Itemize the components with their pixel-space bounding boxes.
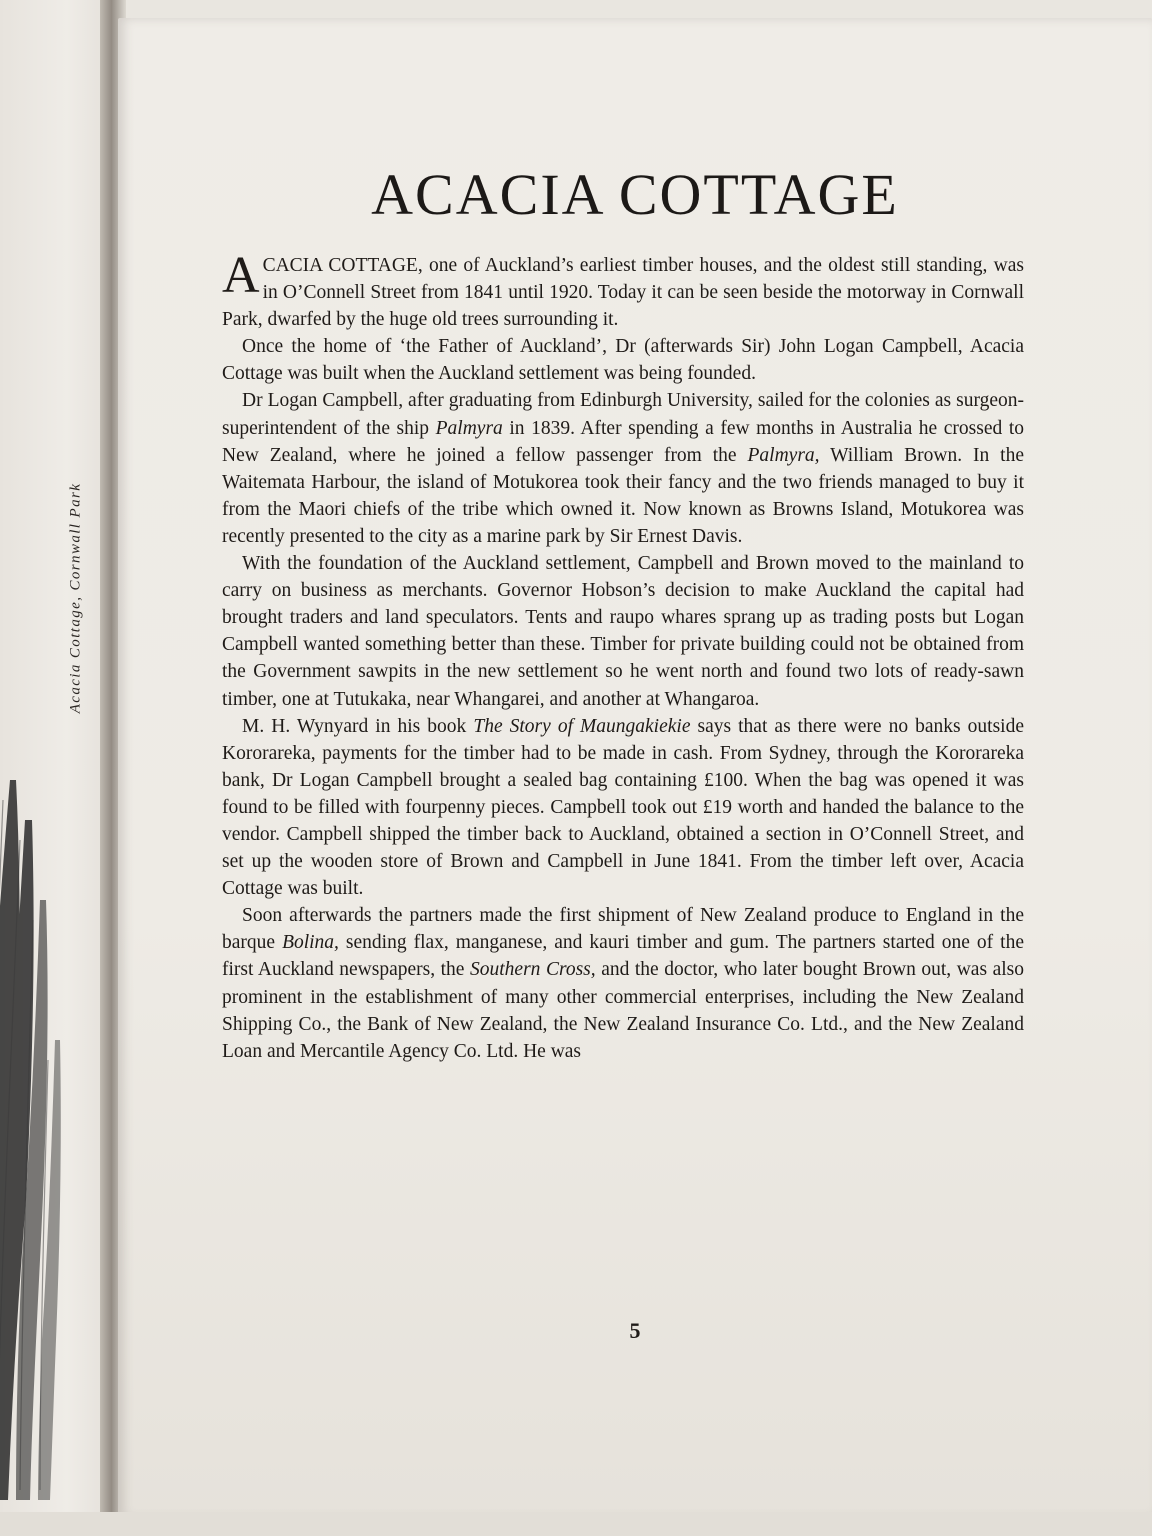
text-run: sending flax, manganese, and kauri timber and gum. The partners started one of the first Auckland newspapers, the [222, 932, 1024, 981]
text-run: says that as there were no banks outside Kororareka, payments for the timber had to be made in cash. From Sydney, through the Kororareka bank, Dr Logan Campbell brought a sealed bag containing £100. When the bag was opened it was found to be filled with fourpenny pieces. Campbell took out £19 worth and handed the balance to the vendor. Campbell shipped the timber back to Auckland, obtained a section in O’Connell Street, and set up the wooden store of Brown and Campbell in June 1841. From the timber left over, Acacia Cottage was built. [222, 715, 1025, 900]
paragraph [222, 902, 1024, 1065]
brush-stroke-illustration [0, 780, 112, 1500]
paragraph [222, 333, 1024, 387]
text-run: Dr Logan Campbell, after graduating from Edinburgh University, sailed for the colonies as surgeon-superintendent of the ship [222, 390, 1024, 439]
paragraph [222, 387, 1024, 550]
text-run: in 1839. After spending a few months in Australia he crossed to New Zealand, where he joined a fellow passenger from the [222, 417, 1024, 466]
facing-page [0, 0, 112, 1536]
paragraph [222, 550, 1024, 713]
italic-text: Palmyra [435, 417, 503, 439]
text-run: M. H. Wynyard in his book [242, 715, 474, 737]
running-head: Acacia Cottage, Cornwall Park [67, 482, 84, 714]
italic-text: The Story of Maungakiekie [473, 715, 691, 737]
text-run: and the doctor, who later bought Brown out, was also prominent in the establishment of many other commercial enterprises, including the New Zealand Shipping Co., the Bank of New Zealand, the New Zealand Insurance Co. Ltd., and the New Zealand Loan and Mercantile Agency Co. Ltd. He was [222, 959, 1024, 1062]
page-edge [0, 1512, 1152, 1536]
page-title: ACACIA COTTAGE [371, 162, 899, 227]
body-text [222, 247, 1025, 1065]
drop-cap: A [222, 247, 260, 304]
text-run: Soon afterwards the partners made the first shipment of New Zealand produce to England in the barque [222, 905, 1024, 954]
italic-text: Palmyra, [747, 444, 820, 466]
paragraph [222, 713, 1024, 903]
text-run: Once the home of ‘the Father of Auckland’, Dr (afterwards Sir) John Logan Campbell, Acacia Cottage was built when the Auckland settlement was being founded. [222, 336, 1024, 385]
italic-text: Southern Cross, [470, 959, 596, 981]
text-run: William Brown. In the Waitemata Harbour, the island of Motukorea took their fancy and the two friends managed to buy it from the Maori chiefs of the tribe which owned it. Now known as Browns Island, Motukorea was recently presented to the city as a marine park by Sir Ernest Davis. [222, 444, 1024, 547]
text-run: CACIA COTTAGE, one of Auckland’s earliest timber houses, and the oldest still standing, was in O’Connell Street from 1841 until 1920. Today it can be seen beside the motorway in Cornwall Park, dwarfed by the huge old trees surrounding it. [222, 255, 1024, 331]
italic-text: Bolina, [282, 932, 339, 954]
page-number: 5 [629, 1318, 641, 1343]
text-run: With the foundation of the Auckland settlement, Campbell and Brown moved to the mainland to carry on business as merchants. Governor Hobson’s decision to make Auckland the capital had brought traders and land speculators. Tents and raupo whares sprang up as trading posts but Logan Campbell wanted something better than these. Timber for private building could not be obtained from the Government sawpits in the new settlement so he went north and found two lots of ready-sawn timber, one at Tutukaka, near Whangarei, and another at Whangaroa. [222, 553, 1024, 710]
paragraph [222, 247, 1024, 333]
